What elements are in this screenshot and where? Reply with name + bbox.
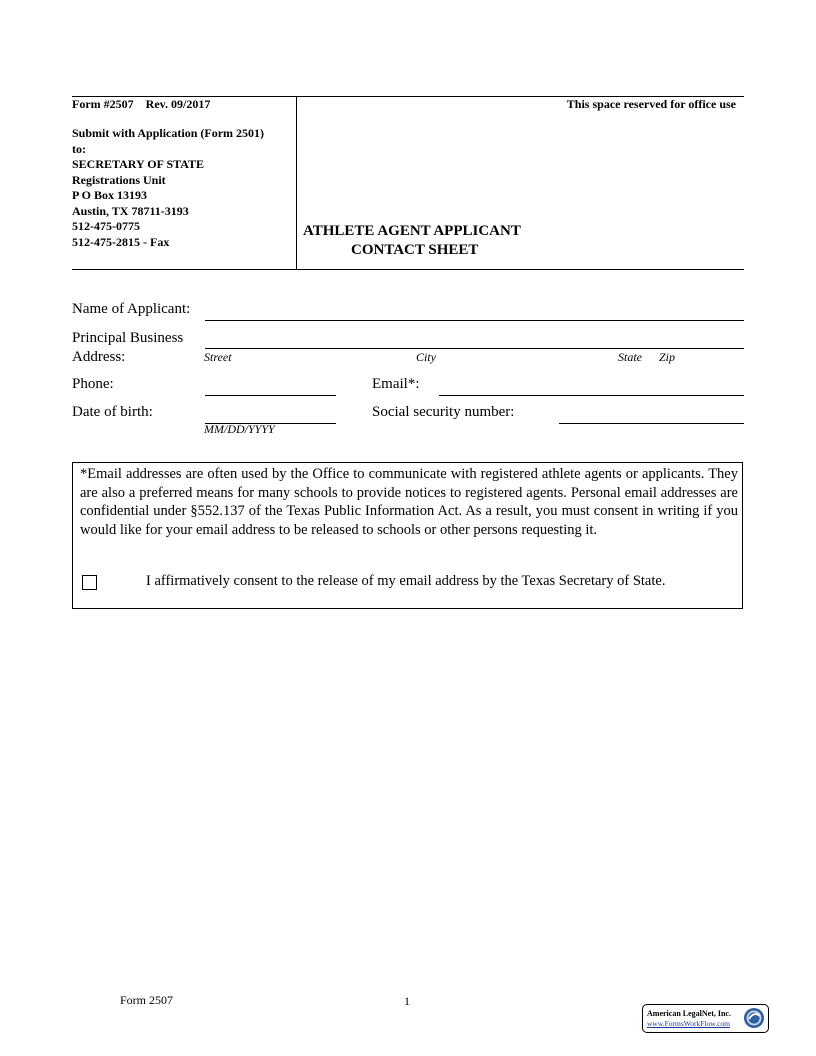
page-number: 1 xyxy=(404,994,410,1008)
state-hint: State xyxy=(618,350,642,364)
consent-label: I affirmatively consent to the release of my email address by the Texas Secretary of State. xyxy=(146,573,666,589)
header-divider xyxy=(296,96,297,270)
address-label-line: Address: xyxy=(72,349,126,365)
street-hint: Street xyxy=(204,350,232,364)
americanlegalnet-badge[interactable] xyxy=(642,1004,769,1033)
email-label: Email*: xyxy=(372,376,420,392)
form-number: Form #2507 xyxy=(72,97,134,111)
address-line: Austin, TX 78711-3193 xyxy=(72,203,189,218)
header-bottom-rule xyxy=(72,269,744,270)
address-line: 512-475-2815 - Fax xyxy=(72,234,170,249)
office-use-note: This space reserved for office use xyxy=(566,97,736,111)
submit-line: Submit with Application (Form 2501) xyxy=(72,126,265,140)
phone-label: Phone: xyxy=(72,376,114,392)
email-field[interactable] xyxy=(439,395,744,396)
address-line: 512-475-0775 xyxy=(72,219,140,233)
zip-hint: Zip xyxy=(659,350,676,364)
title-line-1: ATHLETE AGENT APPLICANT xyxy=(303,223,521,239)
email-notice-text: *Email addresses are often used by the Office to communicate with registered athlete agents or applicants. They are also a preferred means for many schools to provide notices to registered agents. Personal email addresses are confidential under §552.137 of the Texas Public Information Act. As a result, you must consent in writing if you would like for your email address to be released to schools or other persons requesting it. xyxy=(80,466,738,538)
consent-checkbox[interactable] xyxy=(82,575,97,590)
form-id xyxy=(72,97,210,113)
ssn-field[interactable] xyxy=(559,423,744,424)
address-field[interactable] xyxy=(205,348,744,349)
ssn-label: Social security number: xyxy=(372,404,515,420)
title-line-2: CONTACT SHEET xyxy=(351,242,479,258)
phone-field[interactable] xyxy=(205,395,336,396)
submit-line: to: xyxy=(72,141,86,156)
address-line: P O Box 13193 xyxy=(72,188,148,202)
form-revision: Rev. 09/2017 xyxy=(145,97,211,111)
dob-label: Date of birth: xyxy=(72,404,153,420)
dob-hint: MM/DD/YYYY xyxy=(204,422,275,436)
submit-instructions xyxy=(72,126,264,250)
badge-url-link[interactable]: www.FormsWorkFlow.com xyxy=(647,1019,731,1028)
address-label-line: Principal Business xyxy=(72,330,184,346)
name-field[interactable] xyxy=(205,320,744,321)
address-label xyxy=(72,329,183,367)
city-hint: City xyxy=(416,350,436,364)
address-line: SECRETARY OF STATE xyxy=(72,157,205,171)
email-notice-box xyxy=(72,462,743,609)
address-line: Registrations Unit xyxy=(72,172,166,187)
globe-logo-icon xyxy=(743,1007,765,1029)
footer-form-label: Form 2507 xyxy=(120,993,174,1007)
form-title xyxy=(303,222,537,260)
name-label: Name of Applicant: xyxy=(72,301,191,317)
badge-company-name: American LegalNet, Inc. xyxy=(647,1009,731,1018)
